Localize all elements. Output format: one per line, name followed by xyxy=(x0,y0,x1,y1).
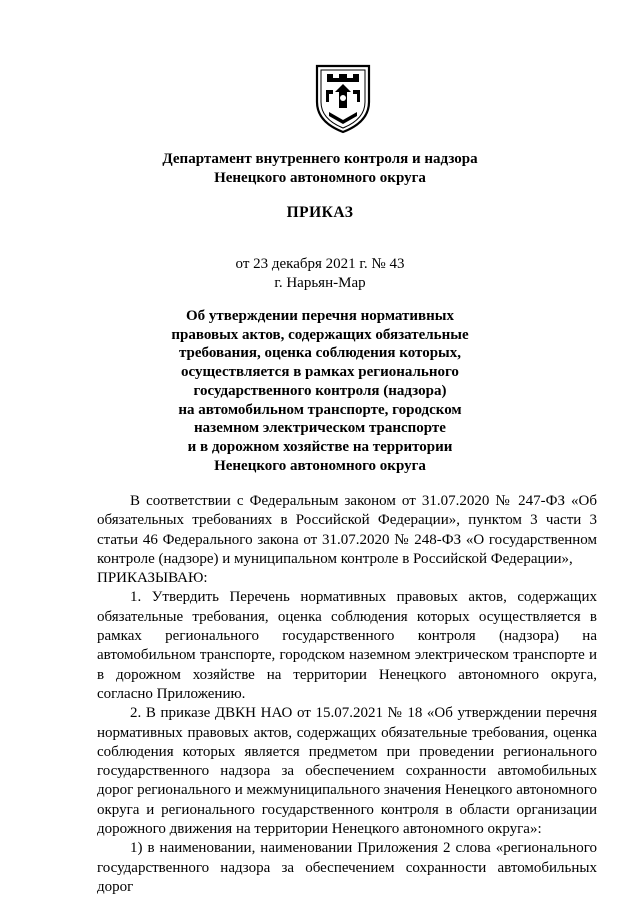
department-header xyxy=(0,150,640,188)
item-2-1-paragraph: 1) в наименовании, наименовании Приложения 2 слова «регионального государственного надзора за обеспечением сохранности автомобильных дорог xyxy=(97,840,597,895)
coat-of-arms-emblem-icon xyxy=(313,60,373,134)
item-1-paragraph: 1. Утвердить Перечень нормативных правовых актов, содержащих обязательные требования, оценка соблюдения которых осуществляется в рамках регионального государственного контроля (надзора) на автомобильном транспорте, городском наземном электрическом транспорте и в дорожном хозяйстве на территории Ненецкого автономного округа, согласно Приложению. xyxy=(97,589,597,702)
document-date-number: от 23 декабря 2021 г. № 43 xyxy=(235,256,405,272)
subject-line: требования, оценка соблюдения которых, xyxy=(178,345,461,362)
document-place: г. Нарьян-Мар xyxy=(274,275,366,291)
subject-line: и в дорожном хозяйстве на территории xyxy=(187,438,453,455)
document-type-title: ПРИКАЗ xyxy=(286,204,354,221)
department-name-line2: Ненецкого автономного округа xyxy=(214,170,426,186)
subject-line: государственного контроля (надзора) xyxy=(193,382,447,399)
document-body xyxy=(97,492,597,897)
subject-line: правовых актов, содержащих обязательные xyxy=(171,326,469,343)
subject-line: Об утверждении перечня нормативных xyxy=(185,308,455,324)
preamble-paragraph: В соответствии с Федеральным законом от 31.07.2020 № 247-ФЗ «Об обязательных требованиях в Российской Федерации», пунктом 3 части 3 статьи 46 Федерального закона от 31.07.2020 № 248-ФЗ «О государственном контроле (надзоре) и муниципальном контроле в Российской Федерации», xyxy=(97,493,597,567)
subject-line: наземном электрическом транспорте xyxy=(194,420,446,437)
item-2-paragraph: 2. В приказе ДВКН НАО от 15.07.2021 № 18 «Об утверждении перечня нормативных правовых актов, содержащих обязательные требования, оценка соблюдения которых является предметом при проведении регионального государственного надзора за обеспечением сохранности автомобильных дорог регионального и межмуниципального значения Ненецкого автономного округа и регионального государственного контроля в области организации дорожного движения на территории Ненецкого автономного округа»: xyxy=(97,705,597,838)
order-word: ПРИКАЗЫВАЮ: xyxy=(97,570,208,587)
subject-line: на автомобильном транспорте, городском xyxy=(178,401,462,418)
document-dateline xyxy=(0,255,640,293)
subject-line: осуществляется в рамках регионального xyxy=(181,364,459,381)
department-name-line1: Департамент внутреннего контроля и надзора xyxy=(162,151,478,167)
document-subject xyxy=(0,307,640,475)
subject-line: Ненецкого автономного округа xyxy=(214,457,426,474)
